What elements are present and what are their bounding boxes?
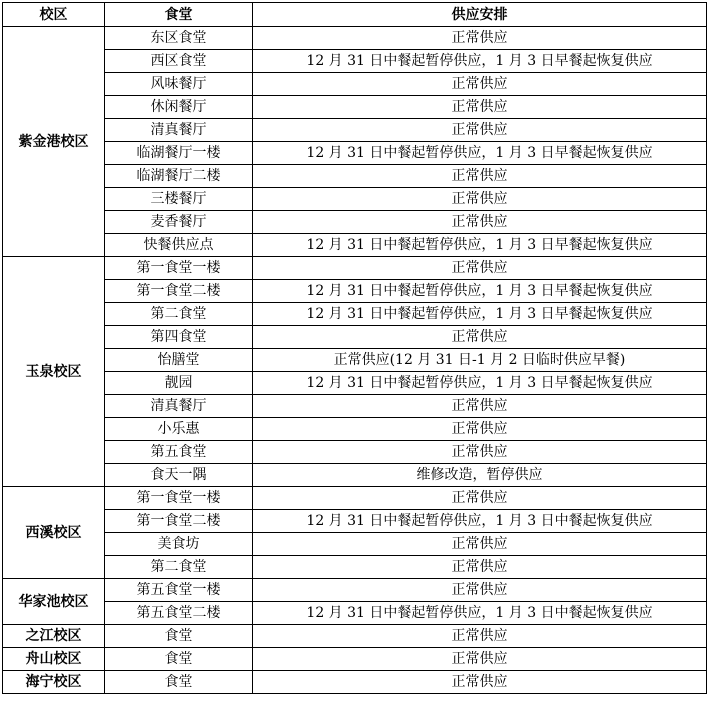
header-canteen: 食堂 xyxy=(105,3,253,27)
canteen-cell: 清真餐厅 xyxy=(105,395,253,418)
table-row xyxy=(3,579,707,602)
canteen-cell: 第五食堂二楼 xyxy=(105,602,253,625)
table-row xyxy=(3,602,707,625)
canteen-cell: 风味餐厅 xyxy=(105,73,253,96)
table-row xyxy=(3,648,707,671)
table-row xyxy=(3,27,707,50)
campus-cell: 紫金港校区 xyxy=(3,27,105,257)
table-row xyxy=(3,349,707,372)
canteen-cell: 西区食堂 xyxy=(105,50,253,73)
table-row xyxy=(3,533,707,556)
table-row xyxy=(3,395,707,418)
table-row xyxy=(3,487,707,510)
schedule-cell: 正常供应 xyxy=(253,257,707,280)
schedule-cell: 12 月 31 日中餐起暂停供应，1 月 3 日早餐起恢复供应 xyxy=(253,234,707,257)
canteen-cell: 快餐供应点 xyxy=(105,234,253,257)
campus-cell: 海宁校区 xyxy=(3,671,105,694)
schedule-cell: 正常供应 xyxy=(253,648,707,671)
canteen-schedule-table xyxy=(2,2,707,694)
schedule-cell: 12 月 31 日中餐起暂停供应，1 月 3 日中餐起恢复供应 xyxy=(253,602,707,625)
table-row xyxy=(3,326,707,349)
canteen-cell: 第五食堂一楼 xyxy=(105,579,253,602)
canteen-cell: 第二食堂 xyxy=(105,303,253,326)
canteen-cell: 临湖餐厅一楼 xyxy=(105,142,253,165)
campus-cell: 之江校区 xyxy=(3,625,105,648)
canteen-cell: 食堂 xyxy=(105,625,253,648)
table-row xyxy=(3,441,707,464)
schedule-cell: 正常供应 xyxy=(253,27,707,50)
schedule-cell: 12 月 31 日中餐起暂停供应，1 月 3 日早餐起恢复供应 xyxy=(253,280,707,303)
table-row xyxy=(3,372,707,395)
canteen-cell: 麦香餐厅 xyxy=(105,211,253,234)
canteen-cell: 三楼餐厅 xyxy=(105,188,253,211)
schedule-cell: 正常供应 xyxy=(253,487,707,510)
schedule-cell: 正常供应 xyxy=(253,579,707,602)
schedule-cell: 正常供应 xyxy=(253,671,707,694)
canteen-cell: 第一食堂二楼 xyxy=(105,510,253,533)
table-header-row xyxy=(3,3,707,27)
canteen-cell: 第一食堂一楼 xyxy=(105,257,253,280)
canteen-cell: 食天一隅 xyxy=(105,464,253,487)
table-row xyxy=(3,96,707,119)
canteen-cell: 临湖餐厅二楼 xyxy=(105,165,253,188)
canteen-cell: 怡膳堂 xyxy=(105,349,253,372)
table-row xyxy=(3,188,707,211)
canteen-cell: 食堂 xyxy=(105,648,253,671)
table-row xyxy=(3,556,707,579)
schedule-cell: 12 月 31 日中餐起暂停供应，1 月 3 日早餐起恢复供应 xyxy=(253,372,707,395)
schedule-cell: 正常供应 xyxy=(253,119,707,142)
campus-cell: 西溪校区 xyxy=(3,487,105,579)
canteen-cell: 第一食堂一楼 xyxy=(105,487,253,510)
table-row xyxy=(3,165,707,188)
schedule-cell: 正常供应(12 月 31 日-1 月 2 日临时供应早餐) xyxy=(253,349,707,372)
schedule-cell: 正常供应 xyxy=(253,165,707,188)
table-row xyxy=(3,303,707,326)
canteen-cell: 第四食堂 xyxy=(105,326,253,349)
schedule-cell: 维修改造，暂停供应 xyxy=(253,464,707,487)
schedule-cell: 正常供应 xyxy=(253,556,707,579)
table-row xyxy=(3,671,707,694)
table-row xyxy=(3,73,707,96)
schedule-cell: 正常供应 xyxy=(253,533,707,556)
table-row xyxy=(3,418,707,441)
table-row xyxy=(3,119,707,142)
schedule-cell: 正常供应 xyxy=(253,96,707,119)
header-campus: 校区 xyxy=(3,3,105,27)
schedule-cell: 正常供应 xyxy=(253,395,707,418)
table-row xyxy=(3,257,707,280)
schedule-cell: 正常供应 xyxy=(253,73,707,96)
schedule-cell: 12 月 31 日中餐起暂停供应，1 月 3 日早餐起恢复供应 xyxy=(253,142,707,165)
table-row xyxy=(3,625,707,648)
schedule-cell: 12 月 31 日中餐起暂停供应，1 月 3 日早餐起恢复供应 xyxy=(253,303,707,326)
schedule-cell: 12 月 31 日中餐起暂停供应，1 月 3 日中餐起恢复供应 xyxy=(253,510,707,533)
campus-cell: 舟山校区 xyxy=(3,648,105,671)
table-body xyxy=(3,27,707,694)
campus-cell: 华家池校区 xyxy=(3,579,105,625)
canteen-cell: 小乐惠 xyxy=(105,418,253,441)
canteen-cell: 食堂 xyxy=(105,671,253,694)
schedule-cell: 正常供应 xyxy=(253,441,707,464)
table-row xyxy=(3,464,707,487)
schedule-cell: 正常供应 xyxy=(253,211,707,234)
table-row xyxy=(3,211,707,234)
schedule-cell: 正常供应 xyxy=(253,326,707,349)
table-row xyxy=(3,234,707,257)
table-row xyxy=(3,50,707,73)
canteen-cell: 第五食堂 xyxy=(105,441,253,464)
schedule-cell: 正常供应 xyxy=(253,418,707,441)
table-row xyxy=(3,280,707,303)
table-row xyxy=(3,142,707,165)
table-row xyxy=(3,510,707,533)
canteen-cell: 清真餐厅 xyxy=(105,119,253,142)
schedule-cell: 正常供应 xyxy=(253,625,707,648)
canteen-cell: 休闲餐厅 xyxy=(105,96,253,119)
header-schedule: 供应安排 xyxy=(253,3,707,27)
canteen-cell: 靓园 xyxy=(105,372,253,395)
campus-cell: 玉泉校区 xyxy=(3,257,105,487)
canteen-cell: 第二食堂 xyxy=(105,556,253,579)
canteen-cell: 美食坊 xyxy=(105,533,253,556)
canteen-cell: 东区食堂 xyxy=(105,27,253,50)
canteen-cell: 第一食堂二楼 xyxy=(105,280,253,303)
schedule-cell: 12 月 31 日中餐起暂停供应，1 月 3 日早餐起恢复供应 xyxy=(253,50,707,73)
schedule-cell: 正常供应 xyxy=(253,188,707,211)
